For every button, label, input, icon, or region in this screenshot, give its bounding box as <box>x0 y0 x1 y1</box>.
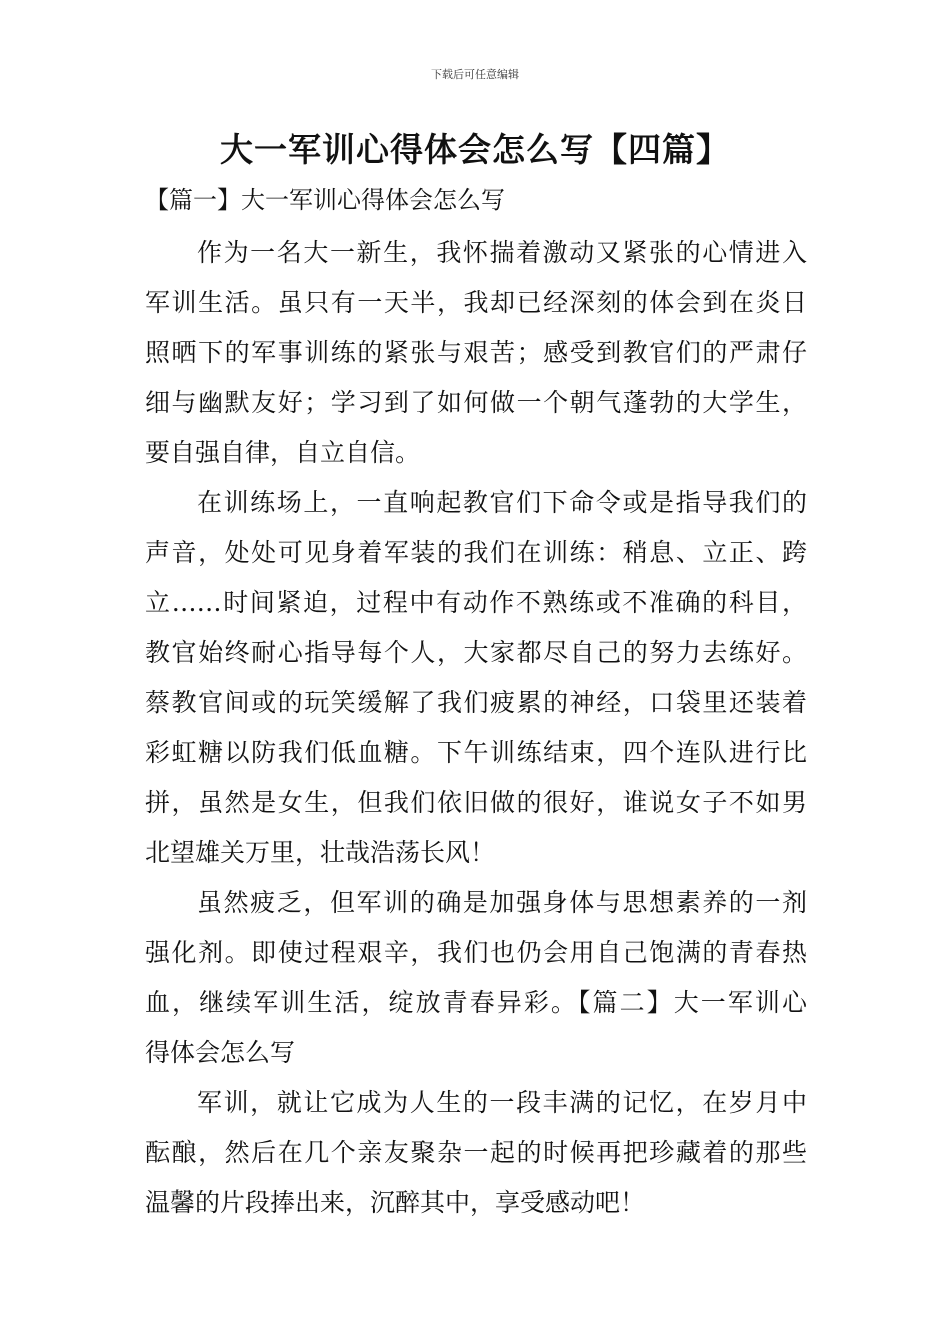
text-line: 教官始终耐心指导每个人，大家都尽自己的努力去练好。 <box>145 638 807 667</box>
text-line: 北望雄关万里，壮哉浩荡长风！ <box>145 838 496 867</box>
text-line: 在训练场上，一直响起教官们下命令或是指导我们的 <box>197 488 807 517</box>
text-line: 细与幽默友好；学习到了如何做一个朝气蓬勃的大学生， <box>145 388 807 417</box>
text-line: 要自强自律，自立自信。 <box>145 438 421 467</box>
paragraph <box>145 1078 807 1228</box>
text-line: 得体会怎么写 <box>145 1038 296 1067</box>
document-body <box>145 178 807 1228</box>
text-line: 彩虹糖以防我们低血糖。下午训练结束，四个连队进行比 <box>145 738 807 767</box>
text-line: 拼，虽然是女生，但我们依旧做的很好，谁说女子不如男 <box>145 788 807 817</box>
text-line: 血，继续军训生活，绽放青春异彩。【篇二】大一军训心 <box>145 988 807 1017</box>
text-line: 强化剂。即使过程艰辛，我们也仍会用自己饱满的青春热 <box>145 938 807 967</box>
text-line: 军训生活。虽只有一天半，我却已经深刻的体会到在炎日 <box>145 288 807 317</box>
paragraph <box>145 228 807 478</box>
paragraph <box>145 878 807 1078</box>
text-line: 立……时间紧迫，过程中有动作不熟练或不准确的科目， <box>145 588 807 617</box>
section-heading: 【篇一】大一军训心得体会怎么写 <box>145 186 505 214</box>
text-line: 温馨的片段捧出来，沉醉其中，享受感动吧！ <box>145 1188 646 1217</box>
document-title: 大一军训心得体会怎么写【四篇】 <box>220 130 730 169</box>
text-line: 酝酿，然后在几个亲友聚杂一起的时候再把珍藏着的那些 <box>145 1138 807 1167</box>
text-line: 照晒下的军事训练的紧张与艰苦；感受到教官们的严肃仔 <box>145 338 807 367</box>
text-line: 声音，处处可见身着军装的我们在训练：稍息、立正、跨 <box>145 538 807 567</box>
text-line: 虽然疲乏，但军训的确是加强身体与思想素养的一剂 <box>197 888 807 917</box>
paragraph <box>145 478 807 878</box>
header-note: 下载后可任意编辑 <box>431 68 519 81</box>
text-line: 军训，就让它成为人生的一段丰满的记忆，在岁月中 <box>197 1088 807 1117</box>
text-line: 作为一名大一新生，我怀揣着激动又紧张的心情进入 <box>197 238 807 267</box>
text-line: 蔡教官间或的玩笑缓解了我们疲累的神经，口袋里还装着 <box>145 688 807 717</box>
